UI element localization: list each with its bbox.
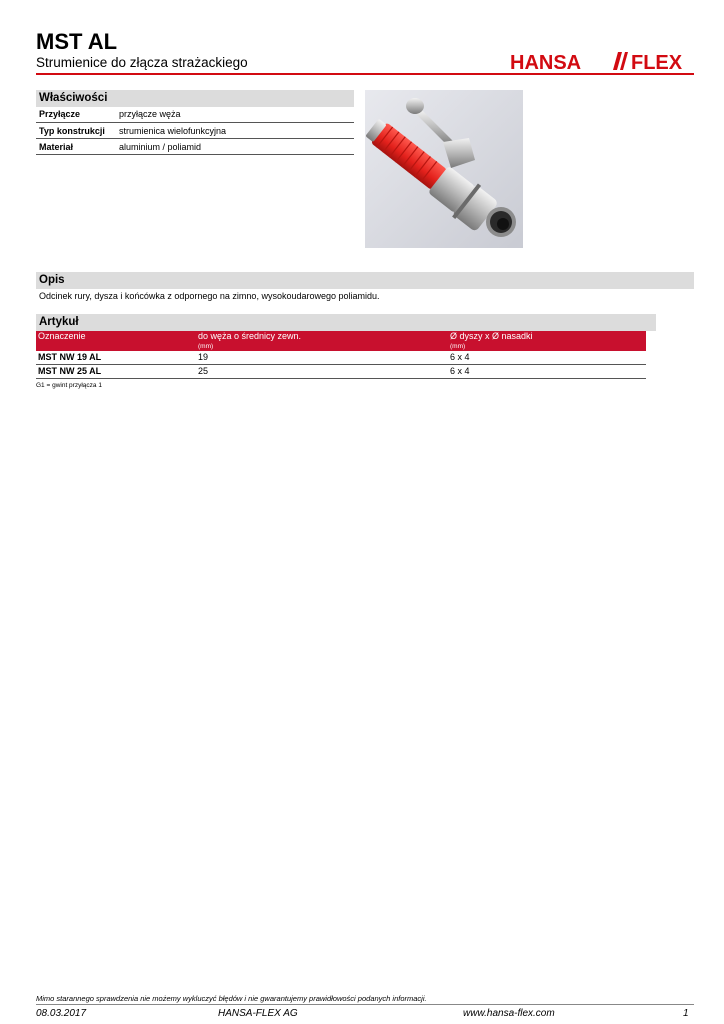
page-subtitle: Strumienice do złącza strażackiego: [36, 55, 248, 70]
article-nozzle-size: 6 x 4: [448, 365, 646, 379]
table-row: [36, 351, 646, 365]
properties-section: [36, 90, 354, 155]
articles-section: [36, 314, 656, 379]
property-key: Materiał: [39, 142, 74, 152]
footer-page-number: 1: [683, 1008, 689, 1019]
footer-rule: [36, 1004, 694, 1005]
logo-text-right: FLEX: [631, 52, 683, 72]
property-row: [36, 139, 354, 155]
header-rule: [36, 73, 694, 75]
footer-website: www.hansa-flex.com: [463, 1008, 555, 1019]
property-key: Typ konstrukcji: [39, 126, 105, 136]
table-header-row: [36, 331, 646, 342]
product-photo: [365, 90, 523, 248]
column-unit: [36, 342, 196, 351]
table-units-row: [36, 342, 646, 351]
property-row: [36, 123, 354, 139]
properties-heading: Właściwości: [36, 90, 354, 107]
article-hose-diameter: 25: [196, 365, 448, 379]
article-name: MST NW 19 AL: [36, 351, 196, 365]
table-row: [36, 365, 646, 379]
hansa-flex-logo: [510, 50, 696, 72]
articles-heading: Artykuł: [36, 314, 656, 331]
logo-slash-icon: [613, 52, 622, 70]
footer-company: HANSA-FLEX AG: [218, 1008, 298, 1019]
column-unit: (mm): [448, 342, 646, 351]
description-text: Odcinek rury, dysza i końcówka z odpornego na zimno, wysokoudarowego poliamidu.: [39, 291, 380, 301]
column-unit: (mm): [196, 342, 448, 351]
logo-text-left: HANSA: [510, 52, 582, 72]
description-heading: Opis: [36, 272, 694, 289]
property-value: aluminium / poliamid: [119, 142, 202, 152]
article-hose-diameter: 19: [196, 351, 448, 365]
property-value: przyłącze węża: [119, 109, 181, 119]
property-value: strumienica wielofunkcyjna: [119, 126, 227, 136]
article-name: MST NW 25 AL: [36, 365, 196, 379]
articles-table: [36, 331, 646, 379]
description-section: [36, 272, 694, 303]
footer-disclaimer: Mimo starannego sprawdzenia nie możemy wykluczyć błędów i nie gwarantujemy prawidłowości podanych informacji.: [36, 994, 427, 1003]
column-header: Ø dyszy x Ø nasadki: [448, 331, 646, 342]
property-row: [36, 107, 354, 123]
article-nozzle-size: 6 x 4: [448, 351, 646, 365]
property-key: Przyłącze: [39, 109, 81, 119]
page-title: MST AL: [36, 29, 118, 54]
articles-note: G1 = gwint przyłącza 1: [36, 382, 102, 389]
column-header: Oznaczenie: [36, 331, 196, 342]
column-header: do węża o średnicy zewn.: [196, 331, 448, 342]
footer-date: 08.03.2017: [36, 1008, 87, 1019]
